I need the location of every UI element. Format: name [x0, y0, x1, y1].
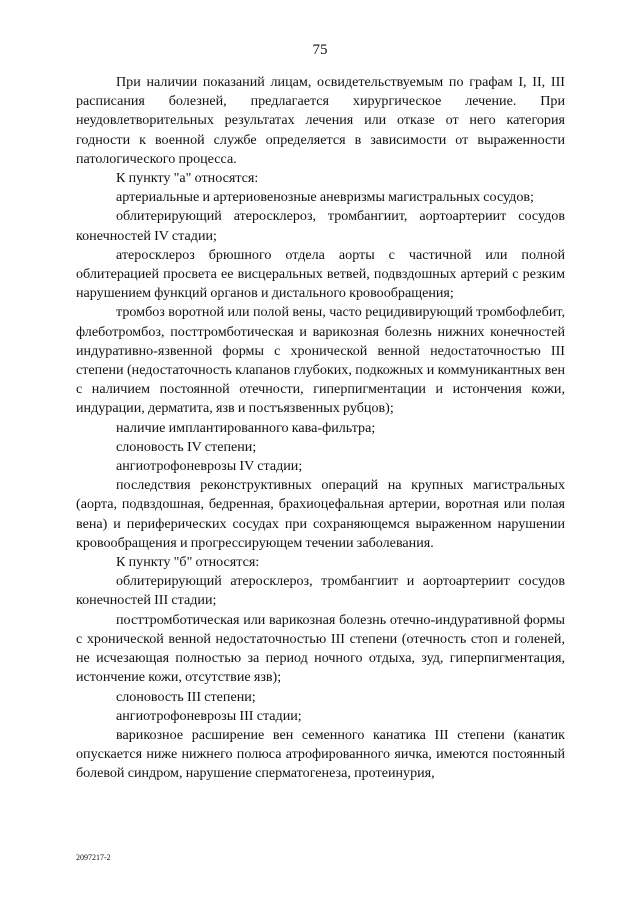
- page-number: 75: [312, 42, 328, 58]
- paragraph-a-reconstructive: последствия реконструктивных операций на крупных магистральных (аорта, подвздошная, бедренная, брахиоцефальная артерии, воротная или полая вена) и периферических сосудах при сохраняющемся выраженном нарушении кровообращения и прогрессирующем течении заболевания.: [76, 477, 565, 551]
- paragraph-a-elephantiasis-iv: слоновость IV степени;: [116, 438, 257, 455]
- paragraph-b-elephantiasis-iii: слоновость III степени;: [116, 688, 256, 705]
- paragraph-a-atherosclerosis-iv: облитерирующий атеросклероз, тромбангиит, аортоартериит сосудов конечностей IV стадии;: [76, 208, 565, 244]
- paragraph-b-varicocele: варикозное расширение вен семенного канатика III степени (канатик опускается ниже нижнего полюса атрофированного яичка, имеются постоянный болевой синдром, нарушение сперматогенеза, протеинурия,: [76, 726, 565, 782]
- paragraph-b-postthrombotic: посттромботическая или варикозная болезнь отечно-индуративной формы с хронической венной недостаточностью III степени (отечность стоп и голеней, не исчезающая полностью за период ночного отдыха, зуд, гиперпигментация, истончение кожи, отсутствие язв);: [76, 611, 565, 686]
- paragraph-a-thrombosis: тромбоз воротной или полой вены, часто рецидивирующий тромбофлебит, флеботромбоз, посттромботическая и варикозная болезнь нижних конечностей индуративно-язвенной формы с хронической венной недостаточностью III степени (недостаточность клапанов глубоких, подкожных и коммуникантных вен с наличием постоянной отечности, гиперпигментации и истончения кожи, индурации, дерматита, язв и постъязвенных рубцов);: [76, 304, 565, 417]
- body-text: [76, 73, 565, 784]
- document-code: 2097217-2: [76, 853, 111, 862]
- paragraph-a-aneurysms: артериальные и артериовенозные аневризмы магистральных сосудов;: [116, 189, 534, 206]
- paragraph-a-aorta: атеросклероз брюшного отдела аорты с частичной или полной облитерацией просвета ее висцеральных ветвей, подвздошных артерий с резким нарушением функций органов и дистального кровообращения;: [76, 246, 565, 302]
- paragraph-point-b-heading: К пункту "б" относятся:: [116, 554, 260, 571]
- paragraph-b-atherosclerosis-iii: облитерирующий атеросклероз, тромбангиит и аортоартериит сосудов конечностей III стадии;: [76, 573, 565, 609]
- paragraph-b-angiotrophoneurosis-iii: ангиотрофоневрозы III стадии;: [116, 707, 302, 724]
- paragraph-point-a-heading: К пункту "а" относятся:: [116, 170, 259, 187]
- paragraph-a-angiotrophoneurosis-iv: ангиотрофоневрозы IV стадии;: [116, 458, 303, 475]
- paragraph-a-cava-filter: наличие имплантированного кава-фильтра;: [116, 419, 376, 436]
- paragraph-intro: При наличии показаний лицам, освидетельствуемым по графам I, II, III расписания болезней, предлагается хирургическое лечение. При неудовлетворительных результатах лечения или отказе от него категория годности к военной службе определяется в зависимости от выраженности патологического процесса.: [76, 74, 565, 167]
